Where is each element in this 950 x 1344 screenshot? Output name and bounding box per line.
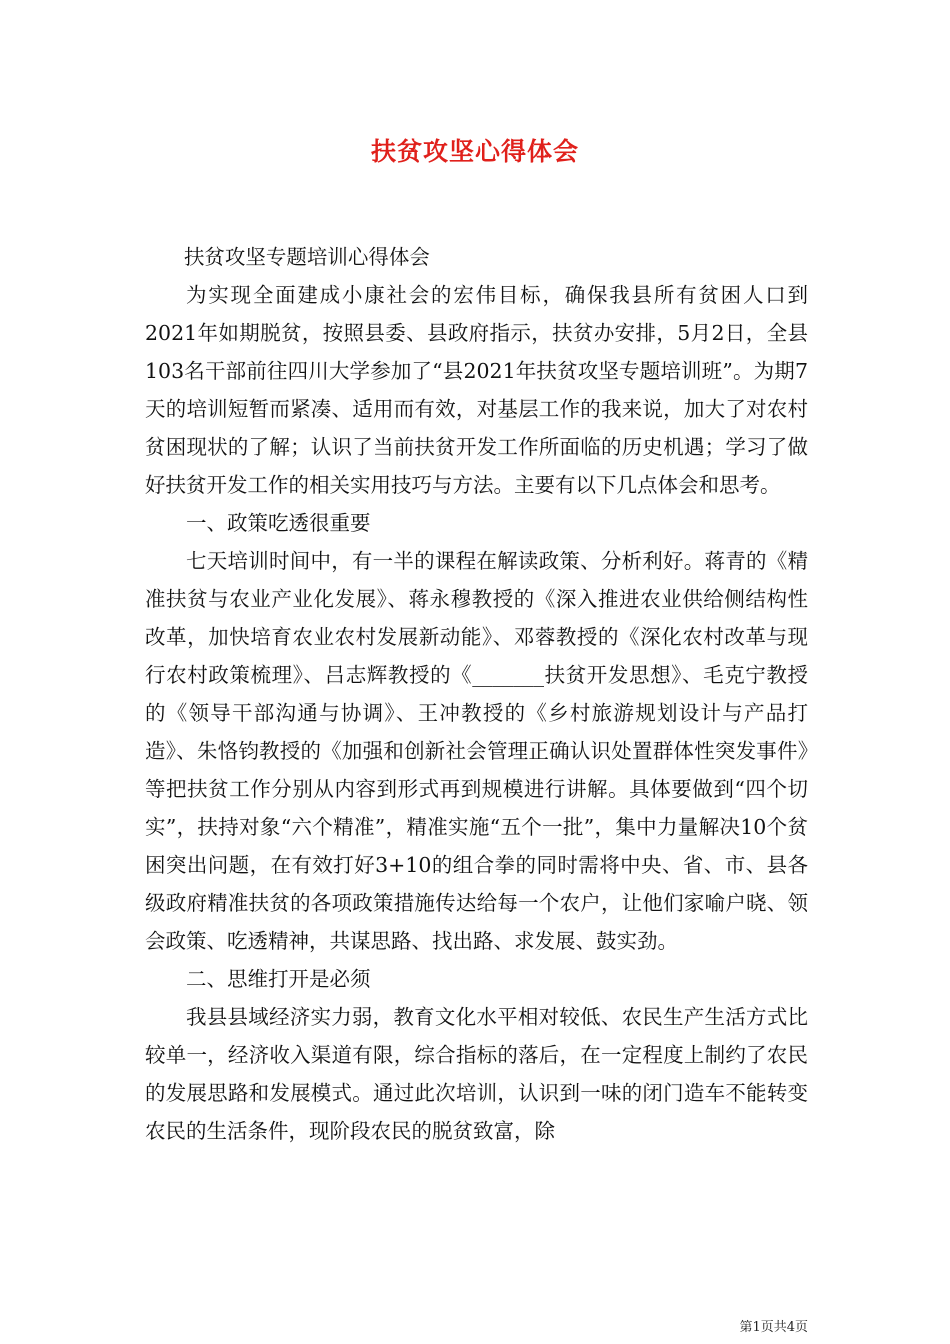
paragraph-section-1: 七天培训时间中，有一半的课程在解读政策、分析利好。蒋青的《精准扶贫与农业产业化发展》、蒋永穆教授的《深入推进农业供给侧结构性改革，加快培育农业农村发展新动能》、邓蓉教授的《深化农村改革与现行农村政策梳理》、吕志辉教授的《_______扶贫开发思想》、毛克宁教授的《领导干部沟通与协调》、王冲教授的《乡村旅游规划设计与产品打造》、朱恪钧教授的《加强和创新社会管理正确认识处置群体性突发事件》等把扶贫工作分别从内容到形式再到规模进行讲解。具体要做到“四个切实”，扶持对象“六个精准”，精准实施“五个一批”，集中力量解决10个贫困突出问题，在有效打好3+10的组合拳的同时需将中央、省、市、县各级政府精准扶贫的各项政策措施传达给每一个农户，让他们家喻户晓、领会政策、吃透精神，共谋思路、找出路、求发展、鼓实劲。	[145, 549, 808, 953]
paragraph-intro: 为实现全面建成小康社会的宏伟目标，确保我县所有贫困人口到2021年如期脱贫，按照县委、县政府指示，扶贫办安排，5月2日，全县103名干部前往四川大学参加了“县2021年扶贫攻坚专题培训班”。为期7天的培训短暂而紧凑、适用而有效，对基层工作的我来说，加大了对农村贫困现状的了解；认识了当前扶贫开发工作所面临的历史机遇；学习了做好扶贫开发工作的相关实用技巧与方法。主要有以下几点体会和思考。	[145, 283, 808, 497]
section-heading-1: 一、政策吃透很重要	[186, 511, 371, 535]
paragraph-section-2: 我县县域经济实力弱，教育文化水平相对较低、农民生产生活方式比较单一，经济收入渠道有限，综合指标的落后，在一定程度上制约了农民的发展思路和发展模式。通过此次培训，认识到一味的闭门造车不能转变农民的生活条件，现阶段农民的脱贫致富，除	[145, 1005, 808, 1143]
page-indicator: 第1页共4页	[739, 1320, 808, 1335]
document-subtitle: 扶贫攻坚专题培训心得体会	[183, 245, 430, 269]
section-heading-2: 二、思维打开是必须	[186, 967, 371, 991]
document-body	[145, 238, 808, 1150]
document-title: 扶贫攻坚心得体会	[370, 137, 579, 166]
